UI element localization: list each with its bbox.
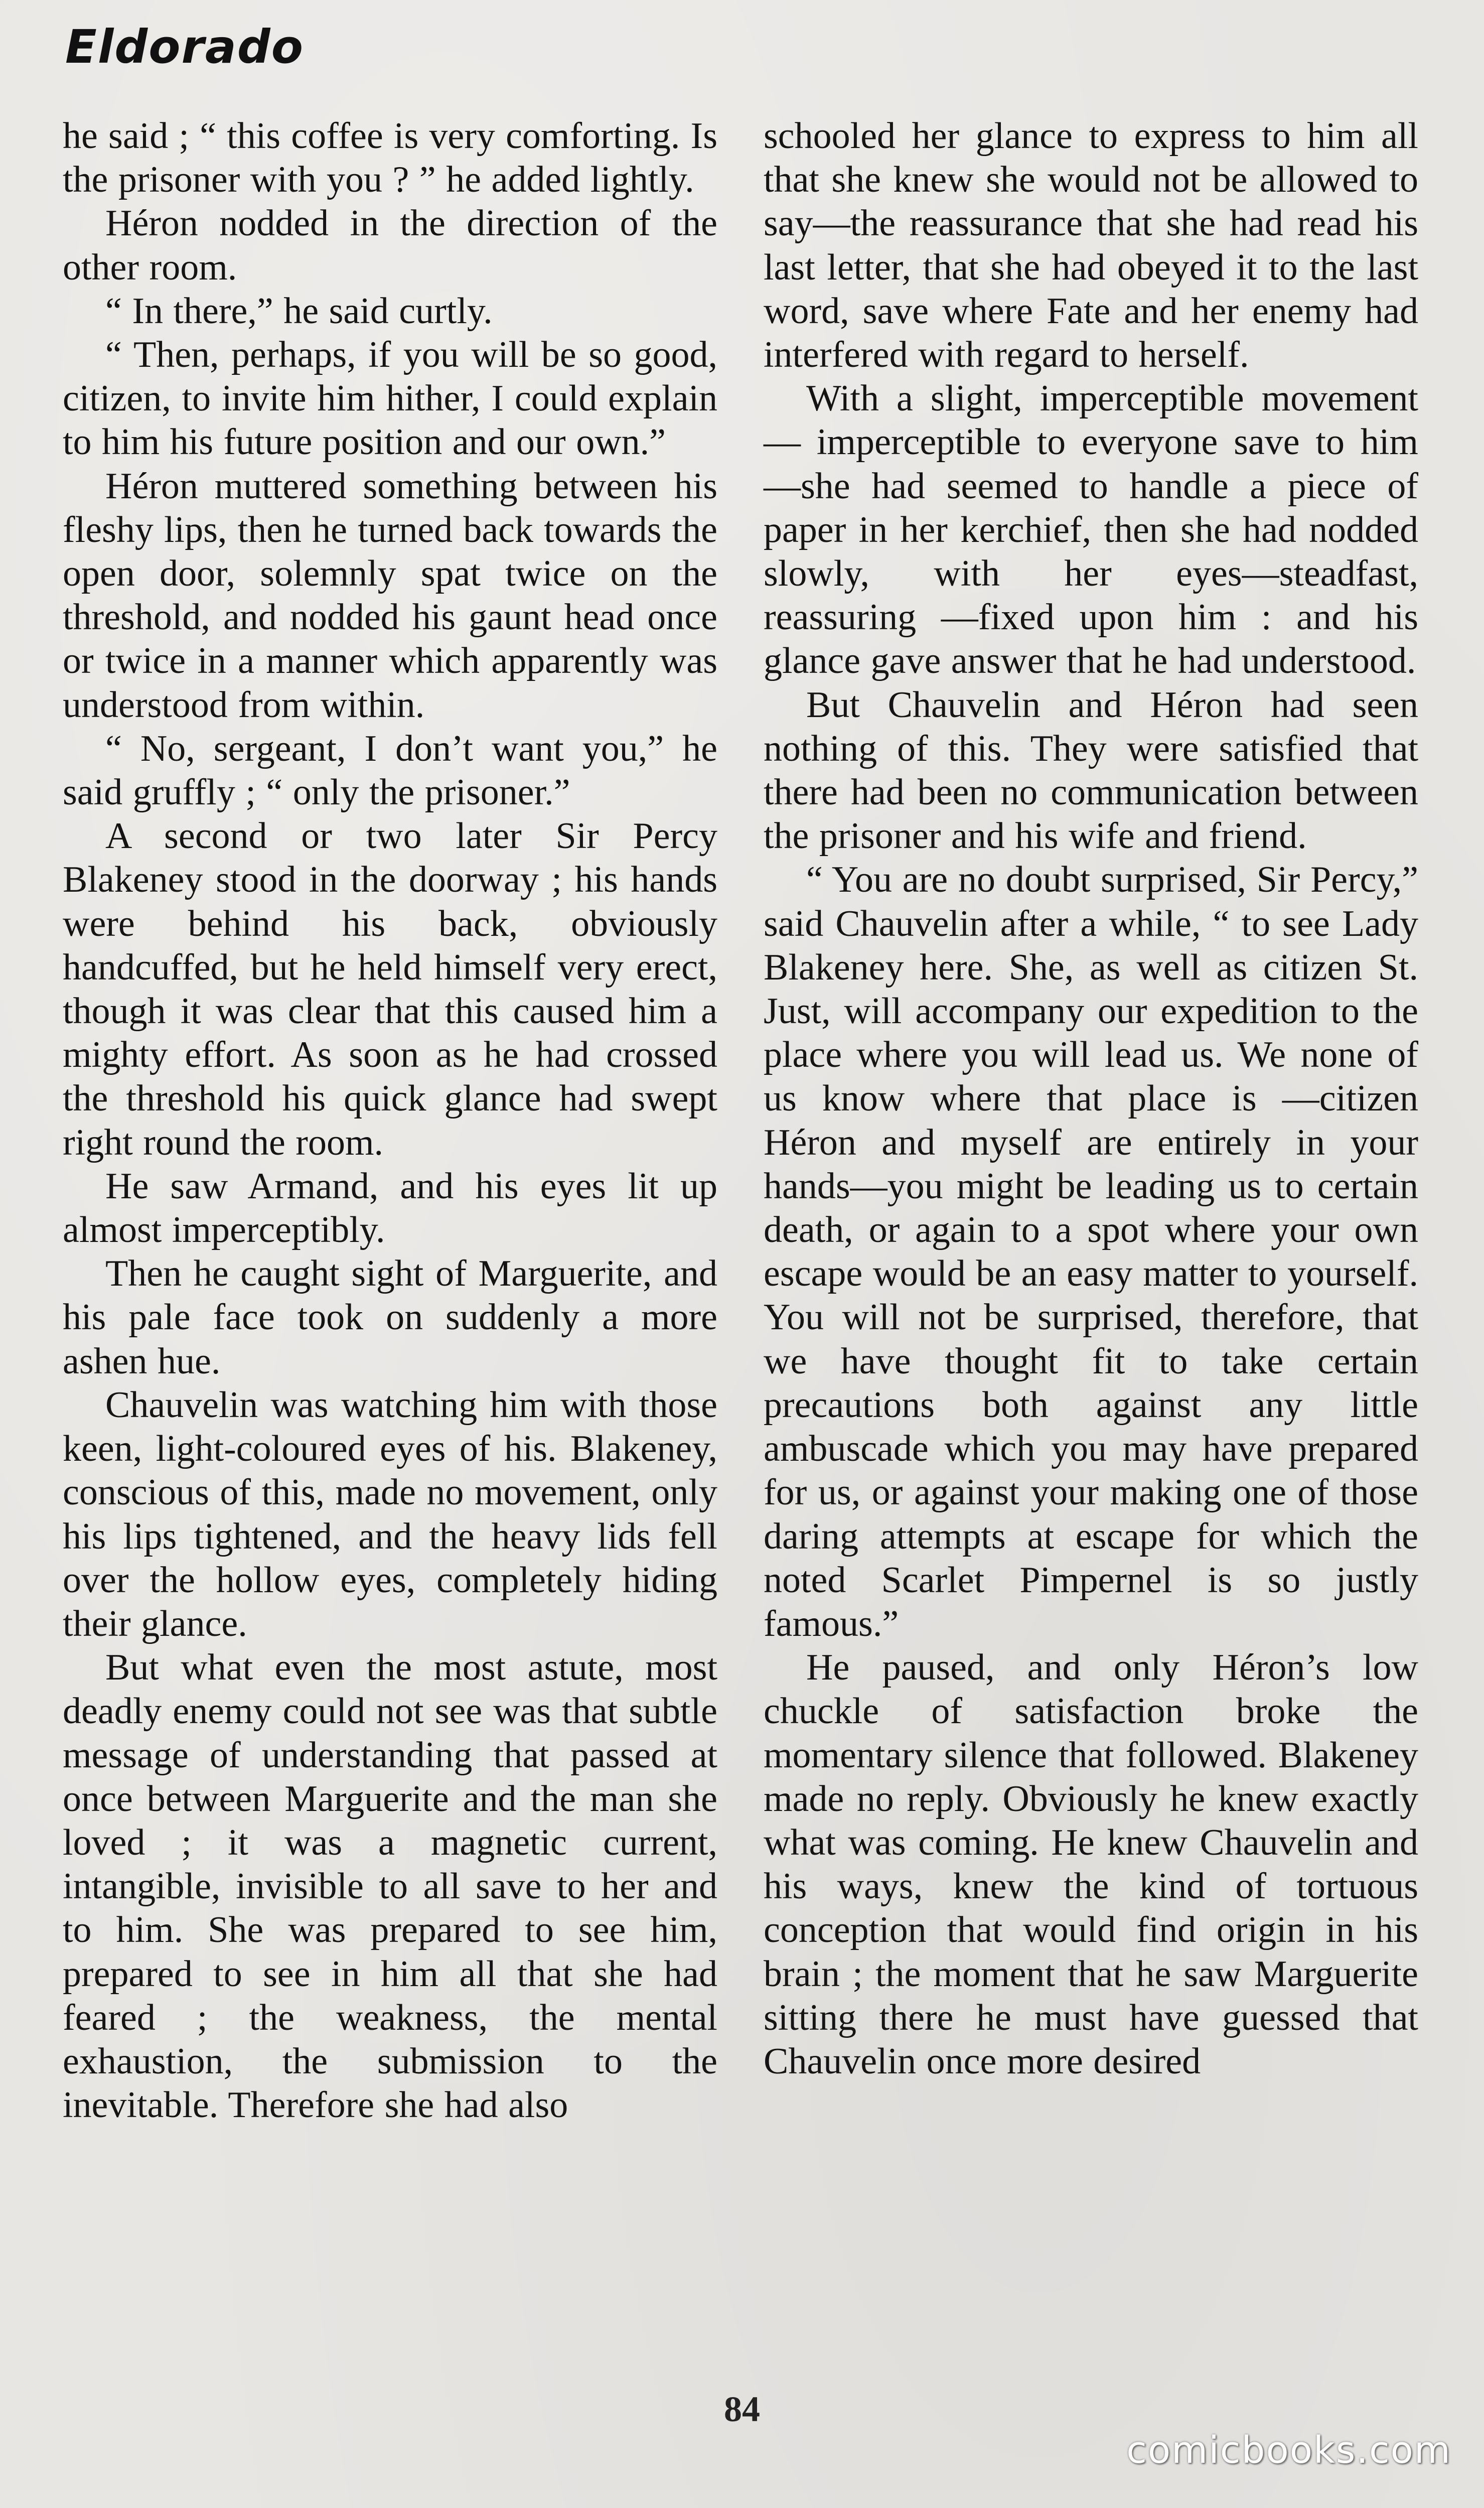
paragraph: “ Then, perhaps, if you will be so good, citizen, to invite him hither, I could explain to him his future position and our own.” [63,334,717,463]
paragraph: Then he caught sight of Marguerite, and his pale face took on suddenly a more ashen hue. [63,1253,717,1382]
paragraph: “ In there,” he said curtly. [105,290,493,332]
paragraph: “ You are no doubt surprised, Sir Percy,” said Chauvelin after a while, “ to see Lady Blakeney here. She, as well as citizen St. Just, will accompany our expedition to the place where you will lead us. We none of us know where that place is —citizen Héron and myself are entirely in your hands—you might be leading us to certain death, or again to a spot where your own escape would be an easy matter to yourself. You will not be surprised, therefore, that we have thought fit to take certain precautions both against any little ambuscade which you may have prepared for us, or against your making one of those daring attempts at escape for which the noted Scarlet Pimpernel is so justly famous.” [764,859,1418,1644]
paragraph: But Chauvelin and Héron had seen nothing of this. They were satisfied that there had been no communication between the prisoner and his wife and friend. [764,684,1418,857]
paragraph: Héron nodded in the direction of the other room. [63,203,717,288]
watermark: comicbooks.com [1126,2429,1451,2472]
left-column [63,114,717,2127]
paragraph: With a slight, imperceptible movement — imperceptible to everyone save to him—she had seemed to handle a piece of paper in her kerchief, then she had nodded slowly, with her eyes—steadfast, reassuring —fixed upon him : and his glance gave answer that he had understood. [764,378,1418,682]
paragraph: schooled her glance to express to him all that she knew she would not be allowed to say—the reassurance that she had read his last letter, that she had obeyed it to the last word, save where Fate and her enemy had interfered with regard to herself. [764,115,1418,376]
paragraph: he said ; “ this coffee is very comforting. Is the prisoner with you ? ” he added lightly. [63,115,717,201]
running-head: Eldorado [65,20,304,74]
page-number: 84 [724,2389,760,2429]
paragraph: He paused, and only Héron’s low chuckle of satisfaction broke the momentary silence that followed. Blakeney made no reply. Obviously he knew exactly what was coming. He knew Chauvelin and his ways, knew the kind of tortuous conception that would find origin in his brain ; the moment that he saw Marguerite sitting there he must have guessed that Chauvelin once more desired [764,1647,1418,2082]
paragraph: But what even the most astute, most deadly enemy could not see was that subtle message of understanding that passed at once between Marguerite and the man she loved ; it was a magnetic current, intangible, invisible to all save to her and to him. She was prepared to see him, prepared to see in him all that she had feared ; the weakness, the mental exhaustion, the submission to the inevitable. Therefore she had also [63,1647,717,2126]
paragraph: A second or two later Sir Percy Blakeney stood in the doorway ; his hands were behind his back, obviously handcuffed, but he held himself very erect, though it was clear that this caused him a mighty effort. As soon as he had crossed the threshold his quick glance had swept right round the room. [63,815,717,1163]
right-column [764,114,1418,2083]
paragraph: Héron muttered something between his fleshy lips, then he turned back towards the open door, solemnly spat twice on the threshold, and nodded his gaunt head once or twice in a manner which apparently was understood from within. [63,465,717,726]
paragraph: “ No, sergeant, I don’t want you,” he said gruffly ; “ only the prisoner.” [63,728,717,813]
paragraph: Chauvelin was watching him with those keen, light-coloured eyes of his. Blakeney, conscious of this, made no movement, only his lips tightened, and the heavy lids fell over the hollow eyes, completely hiding their glance. [63,1384,717,1644]
paragraph: He saw Armand, and his eyes lit up almost imperceptibly. [63,1165,717,1251]
